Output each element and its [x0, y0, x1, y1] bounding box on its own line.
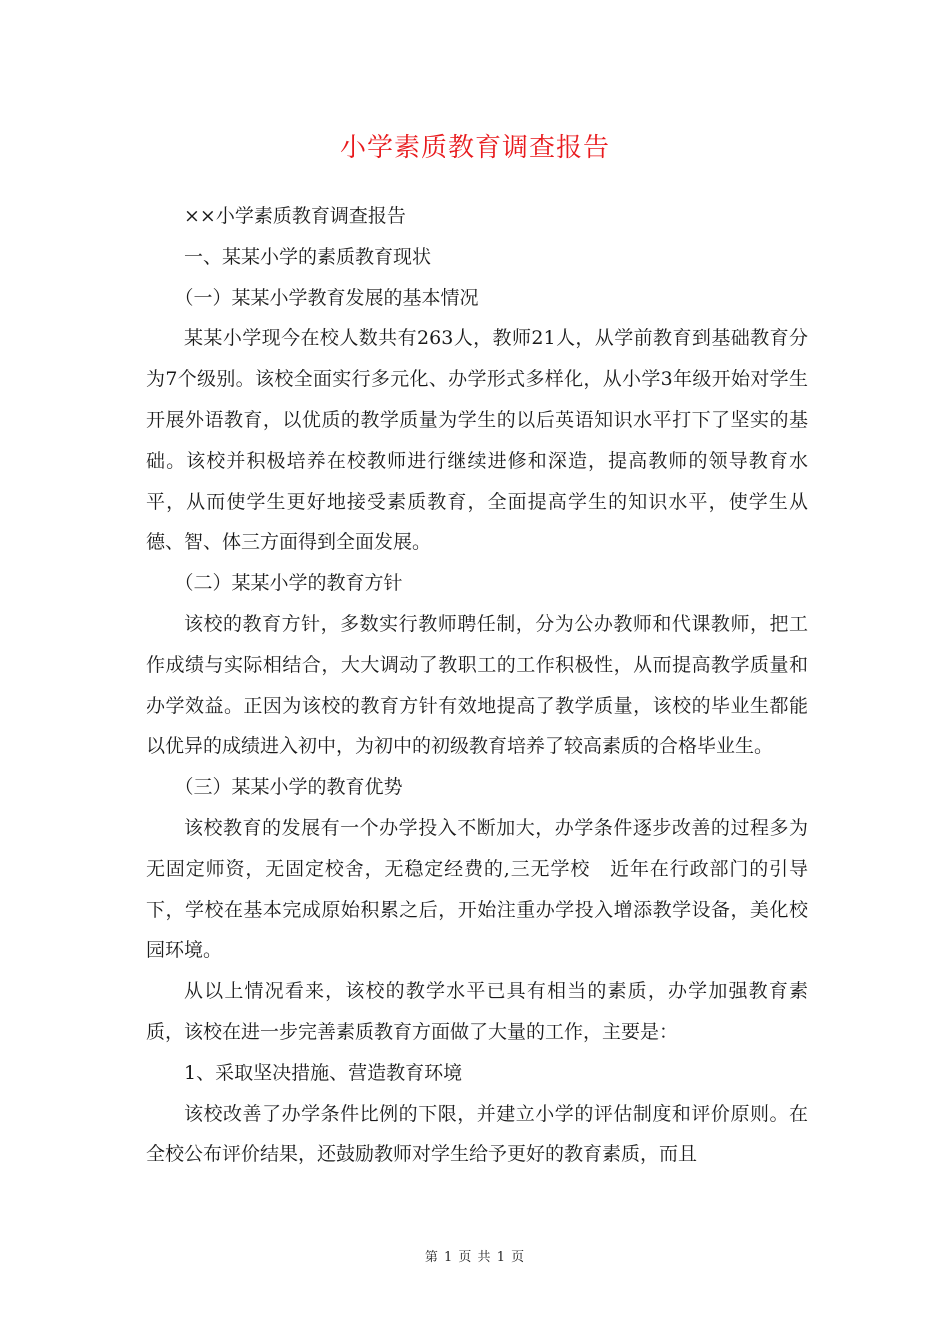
body-paragraph: 该校教育的发展有一个办学投入不断加大，办学条件逐步改善的过程多为无固定师资，无固定校舍，无稳定经费的,三无学校 近年在行政部门的引导下，学校在基本完成原始积累之后，开始注重办学投入增添教学设备，美化校园环境。 [146, 816, 808, 962]
document-body [146, 196, 808, 1175]
section-heading: 一、某某小学的素质教育现状 [184, 245, 432, 268]
body-paragraph: 该校改善了办学条件比例的下限，并建立小学的评估制度和评价原则。在全校公布评价结果，还鼓励教师对学生给予更好的教育素质，而且 [146, 1102, 808, 1166]
document-title: 小学素质教育调查报告 [339, 133, 610, 163]
list-item-heading: 1、采取坚决措施、营造教育环境 [184, 1061, 463, 1084]
subsection-heading: （三）某某小学的教育优势 [174, 776, 403, 799]
subsection-heading: （一）某某小学教育发展的基本情况 [174, 286, 479, 309]
body-paragraph: 某某小学现今在校人数共有263人，教师21人，从学前教育到基础教育分为7个级别。该校全面实行多元化、办学形式多样化，从小学3年级开始对学生开展外语教育，以优质的教学质量为学生的以后英语知识水平打下了坚实的基础。该校并积极培养在校教师进行继续进修和深造，提高教师的领导教育水平，从而使学生更好地接受素质教育，全面提高学生的知识水平，使学生从德、智、体三方面得到全面发展。 [146, 327, 808, 554]
subsection-heading: （二）某某小学的教育方针 [174, 572, 403, 595]
page-footer: 第 1 页 共 1 页 [424, 1250, 526, 1265]
body-paragraph: 从以上情况看来，该校的教学水平已具有相当的素质，办学加强教育素质，该校在进一步完善素质教育方面做了大量的工作，主要是： [146, 980, 808, 1043]
report-heading: ××小学素质教育调查报告 [184, 205, 406, 227]
body-paragraph: 该校的教育方针，多数实行教师聘任制，分为公办教师和代课教师，把工作成绩与实际相结合，大大调动了教职工的工作积极性，从而提高教学质量和办学效益。正因为该校的教育方针有效地提高了教学质量，该校的毕业生都能以优异的成绩进入初中，为初中的初级教育培养了较高素质的合格毕业生。 [146, 612, 808, 758]
